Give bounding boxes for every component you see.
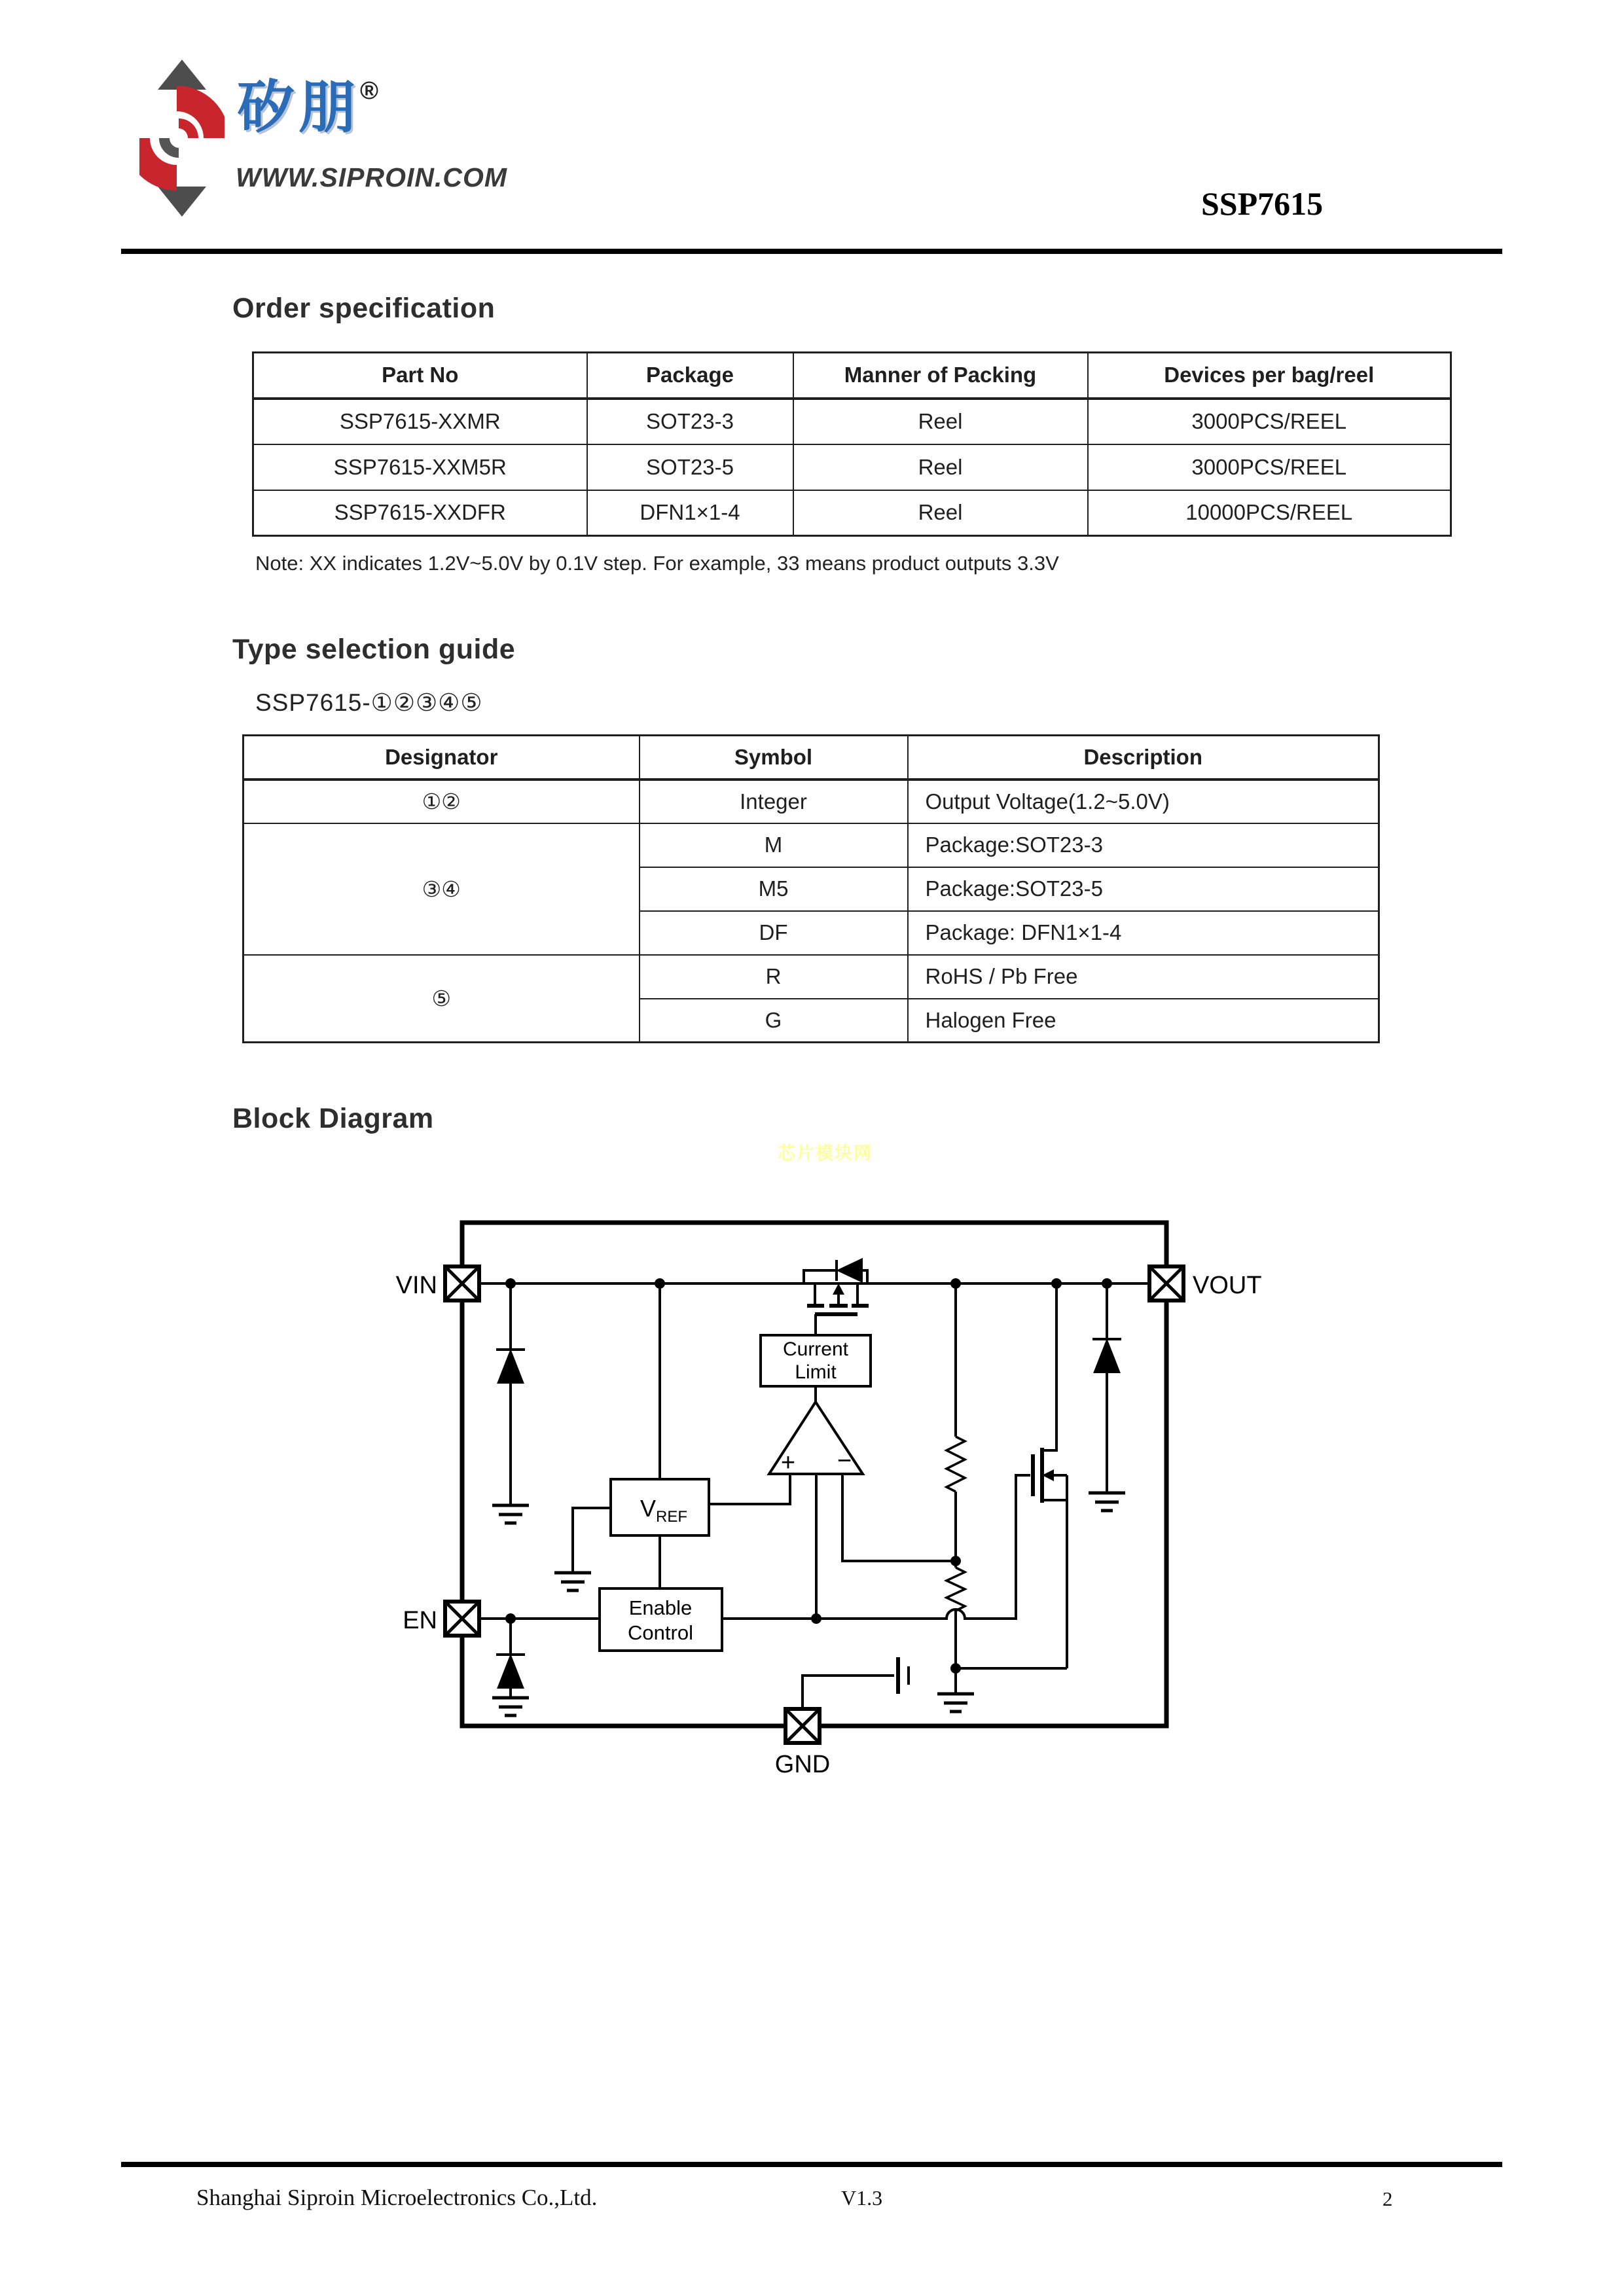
- resistor-bottom: [947, 1568, 965, 1611]
- cell-packing: Reel: [793, 399, 1088, 444]
- svg-text:+: +: [780, 1449, 796, 1477]
- footer-version: V1.3: [841, 2186, 883, 2210]
- type-code-line: SSP7615-①②③④⑤: [255, 689, 483, 716]
- cell-symbol: DF: [640, 911, 908, 955]
- svg-text:Enable: Enable: [628, 1596, 693, 1619]
- svg-text:Limit: Limit: [795, 1361, 837, 1383]
- cell-symbol: M5: [640, 867, 908, 911]
- company-logo-icon: [139, 56, 225, 221]
- part-number-title: SSP7615: [1201, 185, 1324, 222]
- svg-text:Control: Control: [628, 1621, 693, 1644]
- cell-devices: 3000PCS/REEL: [1088, 444, 1451, 490]
- esd-diode-en: [496, 1655, 525, 1687]
- footer-company: Shanghai Siproin Microelectronics Co.,Ltd.: [196, 2185, 598, 2210]
- table-row: [244, 955, 1379, 999]
- cell-part-no: SSP7615-XXMR: [253, 399, 587, 444]
- cell-devices: 3000PCS/REEL: [1088, 399, 1451, 444]
- table-row: [244, 780, 1379, 823]
- cell-description: Package:SOT23-5: [908, 867, 1379, 911]
- svg-text:VREF: $V_{REF}$: [640, 1495, 688, 1526]
- esd-diode-vout: [1092, 1339, 1121, 1372]
- logo-website-text: WWW.SIPROIN.COM: [236, 162, 508, 192]
- header-rule: [121, 249, 1502, 254]
- cell-description: Output Voltage(1.2~5.0V): [908, 780, 1379, 823]
- esd-diode-vin: [496, 1350, 525, 1382]
- cell-part-no: SSP7615-XXM5R: [253, 444, 587, 490]
- col-package: Package: [587, 353, 793, 399]
- col-description: Description: [908, 736, 1379, 780]
- pin-label-en: EN: [403, 1607, 437, 1634]
- table-row: [253, 444, 1451, 490]
- cell-package: SOT23-5: [587, 444, 793, 490]
- resistor-top: [947, 1437, 965, 1492]
- watermark-text: 芯片模块网: [778, 1143, 873, 1163]
- cell-package: DFN1×1-4: [587, 490, 793, 536]
- table-row: [253, 399, 1451, 444]
- col-devices: Devices per bag/reel: [1088, 353, 1451, 399]
- pin-label-vin: VIN: [395, 1272, 437, 1299]
- cell-description: RoHS / Pb Free: [908, 955, 1379, 999]
- cell-packing: Reel: [793, 490, 1088, 536]
- table-header-row: [244, 736, 1379, 780]
- vref-block: [611, 1479, 709, 1535]
- cell-packing: Reel: [793, 444, 1088, 490]
- type-selection-table: [242, 734, 1380, 1043]
- pmos-bulk-arrow: [833, 1283, 844, 1295]
- block-diagram-schematic: [353, 1198, 1375, 1800]
- block-diagram-title: Block Diagram: [232, 1103, 434, 1134]
- table-row: [244, 823, 1379, 867]
- svg-text:−: −: [837, 1447, 852, 1475]
- pin-label-vout: VOUT: [1193, 1272, 1262, 1299]
- cell-part-no: SSP7615-XXDFR: [253, 490, 587, 536]
- col-packing: Manner of Packing: [793, 353, 1088, 399]
- cell-description: Package:SOT23-3: [908, 823, 1379, 867]
- cell-description: Halogen Free: [908, 999, 1379, 1043]
- cell-designator: ⑤: [244, 955, 640, 1043]
- cell-symbol: Integer: [640, 780, 908, 823]
- cell-devices: 10000PCS/REEL: [1088, 490, 1451, 536]
- pin-label-gnd: GND: [774, 1751, 831, 1778]
- cell-designator: ①②: [244, 780, 640, 823]
- table-row: [253, 490, 1451, 536]
- logo-chinese-text: 矽朋®: [237, 75, 383, 139]
- col-part-no: Part No: [253, 353, 587, 399]
- cell-symbol: G: [640, 999, 908, 1043]
- order-note: Note: XX indicates 1.2V~5.0V by 0.1V step. For example, 33 means product outputs 3.3V: [255, 552, 1059, 575]
- cell-symbol: M: [640, 823, 908, 867]
- order-specification-title: Order specification: [232, 293, 496, 324]
- cell-package: SOT23-3: [587, 399, 793, 444]
- footer-page-number: 2: [1382, 2187, 1393, 2210]
- type-selection-title: Type selection guide: [232, 634, 516, 665]
- pmos-body-diode: [837, 1260, 861, 1281]
- table-header-row: [253, 353, 1451, 399]
- cell-description: Package: DFN1×1-4: [908, 911, 1379, 955]
- order-specification-table: [252, 351, 1452, 537]
- svg-text:Current: Current: [782, 1338, 849, 1360]
- ground-symbol: [492, 1493, 1125, 1715]
- registered-mark: ®: [360, 77, 383, 105]
- cell-designator: ③④: [244, 823, 640, 955]
- footer-rule: [121, 2162, 1502, 2167]
- col-symbol: Symbol: [640, 736, 908, 780]
- cell-symbol: R: [640, 955, 908, 999]
- col-designator: Designator: [244, 736, 640, 780]
